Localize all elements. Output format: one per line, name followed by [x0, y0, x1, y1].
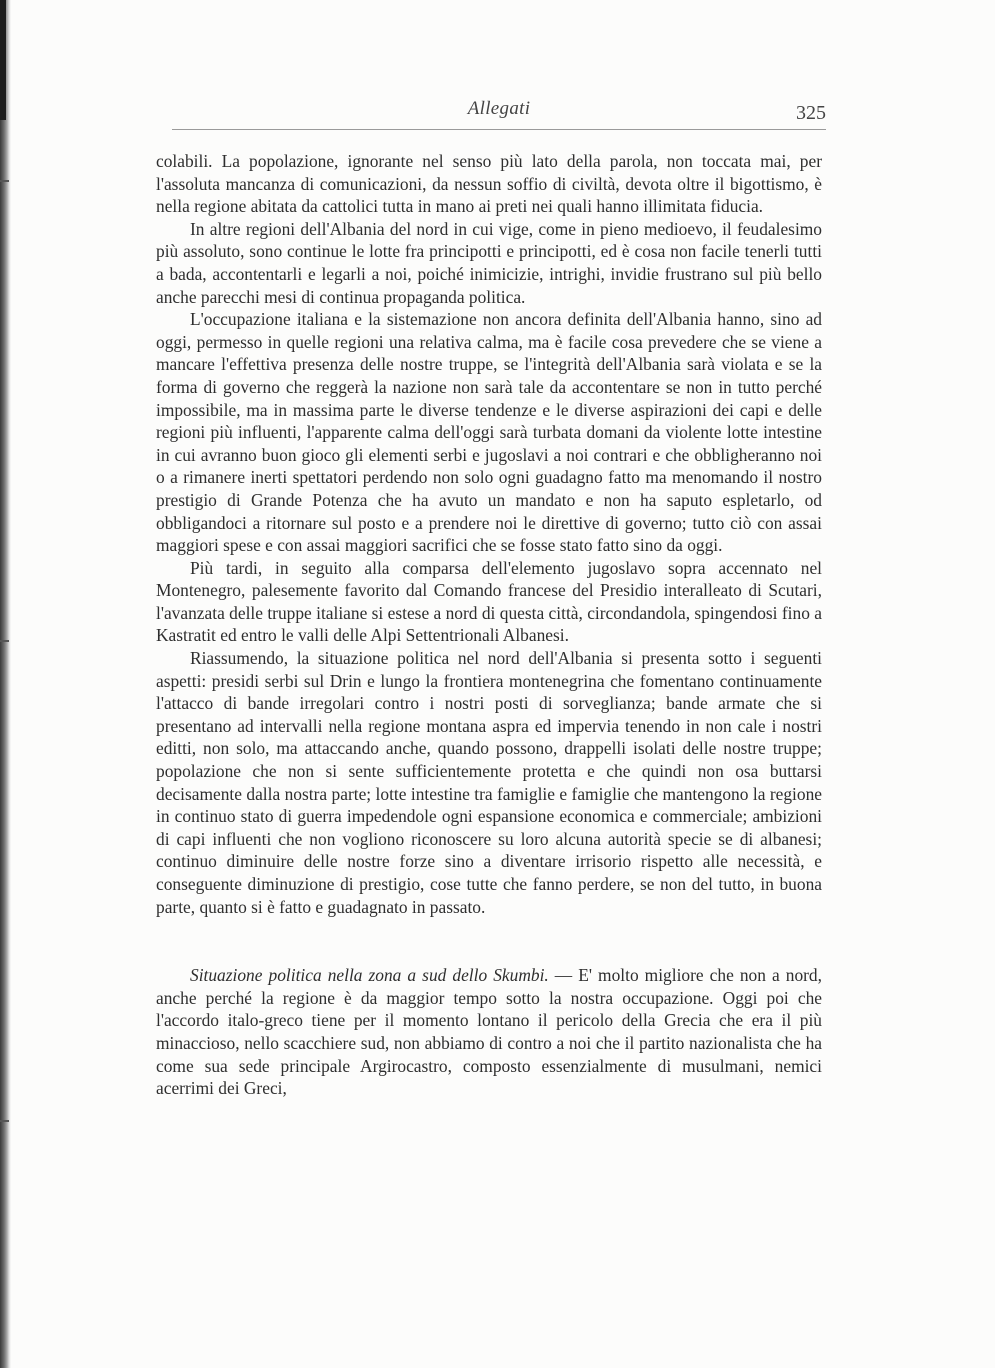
section-text: — E' molto migliore che non a nord, anche perché la regione è da maggior tempo sotto la nostra occupazione. Oggi poi che l'accordo italo-greco tiene per il momento lontano il pericolo della Grecia che era il più minaccioso, nello scacchiere sud, non abbiamo di contro a noi che il partito nazionalista che ha come sua sede principale Argirocastro, composto essenzialmente di musulmani, nemici acerrimi dei Greci, [156, 965, 822, 1099]
page-number: 325 [796, 102, 826, 124]
running-title: Allegati [467, 98, 531, 119]
header-rule [172, 129, 826, 130]
section-paragraph [156, 964, 822, 1100]
paragraph: Più tardi, in seguito alla comparsa dell'elemento jugoslavo sopra accennato nel Montenegro, palesemente favorito dal Comando francese del Presidio interalleato di Scutari, l'avanzata delle truppe italiane si estese a nord di questa città, circondandola, spingendosi fino a Kastratit ed entro le valli delle Alpi Settentrionali Albanesi. [156, 557, 822, 646]
section-title: Situazione politica nella zona a sud dello Skumbi. [190, 965, 549, 986]
running-head [172, 98, 826, 132]
binding-edge-tick [0, 180, 9, 182]
paragraph: colabili. La popolazione, ignorante nel senso più lato della parola, non toccata mai, per l'assoluta mancanza di comunicazioni, da nessun soffio di civiltà, devota oltre il bigottismo, è nella regione abitata da cattolici tutta in mano ai preti nei quali hanno illimitata fiducia. [156, 151, 822, 217]
section-spacer [156, 918, 822, 964]
binding-edge-shadow [0, 0, 11, 1368]
binding-edge-tick [0, 640, 9, 642]
paragraph: Riassumendo, la situazione politica nel nord dell'Albania si presenta sotto i seguenti aspetti: presidi serbi sul Drin e lungo la frontiera montenegrina che fomentano continuamente l'attacco di bande irregolari contro i nostri posti di sorveglianza; bande armate che si presentano ad intervalli nella regione montana aspra ed impervia tenendo in non cale i nostri editti, non solo, ma attaccando anche, quando possono, drappelli isolati delle nostre truppe; popolazione che non si sente sufficientemente protetta e che quindi non osa buttarsi decisamente dalla nostra parte; lotte intestine tra famiglie e famiglie che mantengono la regione in continuo stato di guerra impedendole ogni espansione economica e commerciale; ambizioni di capi influenti che non vogliono riconoscere su loro alcuna autorità specie se di albanesi; continuo diminuire delle nostre forze sino a diventare irrisorio rispetto alle necessità, e conseguente diminuzione di prestigio, cose tutte che fanno perdere, se non del tutto, in buona parte, quanto si è fatto e guadagnato in passato. [156, 648, 822, 917]
body-text [156, 150, 822, 1100]
paragraph: L'occupazione italiana e la sistemazione non ancora definita dell'Albania hanno, sino ad oggi, permesso in quelle regioni una relativa calma, ma è facile cosa prevedere che se viene a mancare l'effettiva presenza delle nostre truppe, se l'integrità dell'Albania sarà violata e se la forma di governo che reggerà la nazione non sarà tale da accontentare se non in tutto perché impossibile, ma in massima parte le diverse tendenze e le diverse aspirazioni dei capi e delle regioni più influenti, l'apparente calma dell'oggi sarà turbata domani da violente lotte intestine in cui avranno buon gioco gli elementi serbi e jugoslavi a noi contrari e che obbligheranno noi o a rimanere inerti spettatori perdendo non solo ogni guadagno fatto ma menomando il nostro prestigio di Grande Potenza che ha avuto un mandato e non ha saputo espletarlo, od obbligandoci a ritornare sul posto e a prendere noi le direttive di governo; tutto ciò con assai maggiori spese e con assai maggiori sacrifici che se fosse stato fatto sino da oggi. [156, 309, 822, 556]
paragraph: In altre regioni dell'Albania del nord in cui vige, come in pieno medioevo, il feudalesimo più assoluto, sono continue le lotte fra principotti e principotti, ed è cosa non facile tenerli tutti a bada, accontentarli e legarli a noi, poiché inimicizie, intrighi, invidie frustrano sul più bello anche parecchi mesi di continua propaganda politica. [156, 218, 822, 307]
binding-edge-tick [0, 1120, 9, 1122]
binding-edge-dark-mark [0, 0, 6, 120]
